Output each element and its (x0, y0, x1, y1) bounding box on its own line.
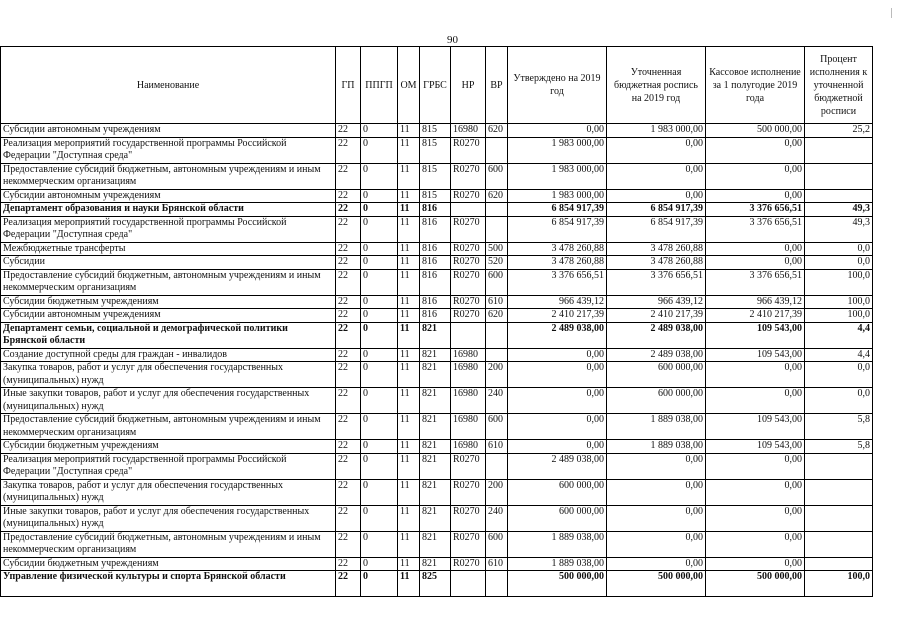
row-name-cell: Субсидии бюджетным учреждениям (1, 295, 336, 309)
table-row (1, 203, 873, 217)
row-value-cell: 0 (361, 414, 398, 440)
row-value-cell: 3 376 656,51 (706, 216, 805, 242)
row-value-cell: 0 (361, 163, 398, 189)
row-value-cell: 500 000,00 (706, 124, 805, 138)
row-name-cell: Департамент семьи, социальной и демографической политики Брянской области (1, 322, 336, 348)
row-value-cell: 0 (361, 348, 398, 362)
row-value-cell: 22 (336, 295, 361, 309)
row-value-cell: 816 (420, 242, 451, 256)
row-value-cell: 0,00 (706, 557, 805, 571)
row-value-cell (805, 453, 873, 479)
row-value-cell: 11 (398, 440, 420, 454)
row-value-cell: 100,0 (805, 295, 873, 309)
table-row (1, 348, 873, 362)
row-value-cell (805, 163, 873, 189)
table-row (1, 388, 873, 414)
row-value-cell: 0,00 (706, 242, 805, 256)
row-value-cell: R0270 (451, 531, 486, 557)
row-name-cell: Департамент образования и науки Брянской области (1, 203, 336, 217)
row-value-cell: 500 000,00 (706, 571, 805, 597)
row-name-cell: Иные закупки товаров, работ и услуг для обеспечения государственных (муниципальных) нужд (1, 388, 336, 414)
row-value-cell: 821 (420, 479, 451, 505)
row-value-cell: 22 (336, 242, 361, 256)
row-value-cell (486, 348, 508, 362)
header-cell: Процент исполнения к уточненной бюджетной росписи (805, 47, 873, 124)
row-value-cell: 6 854 917,39 (508, 203, 607, 217)
table-row (1, 440, 873, 454)
table-row (1, 216, 873, 242)
row-value-cell (805, 557, 873, 571)
row-value-cell: 100,0 (805, 269, 873, 295)
row-value-cell: R0270 (451, 242, 486, 256)
row-value-cell: 0,00 (607, 137, 706, 163)
row-value-cell: 11 (398, 256, 420, 270)
row-value-cell: 22 (336, 269, 361, 295)
row-value-cell: 0,00 (508, 440, 607, 454)
row-value-cell: 0,00 (706, 479, 805, 505)
row-value-cell: 3 376 656,51 (607, 269, 706, 295)
row-name-cell: Закупка товаров, работ и услуг для обеспечения государственных (муниципальных) нужд (1, 479, 336, 505)
row-value-cell: 22 (336, 163, 361, 189)
row-value-cell: 16980 (451, 414, 486, 440)
header-cell: ВР (486, 47, 508, 124)
row-value-cell: R0270 (451, 163, 486, 189)
row-value-cell: 22 (336, 557, 361, 571)
row-value-cell: 11 (398, 189, 420, 203)
row-value-cell: 0 (361, 295, 398, 309)
row-value-cell: 520 (486, 256, 508, 270)
row-value-cell: 11 (398, 348, 420, 362)
row-value-cell: 3 376 656,51 (706, 203, 805, 217)
row-value-cell: 500 000,00 (508, 571, 607, 597)
row-value-cell: 0,00 (607, 189, 706, 203)
table-row (1, 163, 873, 189)
row-value-cell: 815 (420, 189, 451, 203)
row-value-cell: 11 (398, 388, 420, 414)
row-value-cell: 0 (361, 531, 398, 557)
row-value-cell: 600 (486, 531, 508, 557)
header-cell: ГП (336, 47, 361, 124)
table-row (1, 505, 873, 531)
row-value-cell: 109 543,00 (706, 440, 805, 454)
row-value-cell (486, 203, 508, 217)
row-value-cell: 49,3 (805, 216, 873, 242)
row-value-cell: 966 439,12 (706, 295, 805, 309)
row-value-cell: 22 (336, 189, 361, 203)
row-value-cell: 0,00 (706, 362, 805, 388)
row-value-cell: 620 (486, 309, 508, 323)
row-value-cell: 2 489 038,00 (508, 453, 607, 479)
row-value-cell: 821 (420, 440, 451, 454)
row-value-cell: 821 (420, 348, 451, 362)
table-row (1, 531, 873, 557)
row-value-cell: R0270 (451, 479, 486, 505)
row-value-cell: 200 (486, 362, 508, 388)
row-value-cell: 11 (398, 242, 420, 256)
row-name-cell: Управление физической культуры и спорта Брянской области (1, 571, 336, 597)
row-value-cell: 11 (398, 216, 420, 242)
row-value-cell: 0,00 (607, 479, 706, 505)
row-name-cell: Реализация мероприятий государственной программы Российской Федерации "Доступная среда" (1, 216, 336, 242)
row-value-cell: 22 (336, 216, 361, 242)
row-value-cell: 0 (361, 557, 398, 571)
table-row (1, 362, 873, 388)
row-value-cell: 0,0 (805, 256, 873, 270)
row-value-cell: 240 (486, 505, 508, 531)
row-value-cell: 0,00 (607, 531, 706, 557)
row-value-cell: 22 (336, 124, 361, 138)
row-value-cell: 1 983 000,00 (508, 163, 607, 189)
row-value-cell: 0,00 (607, 505, 706, 531)
row-value-cell: 2 489 038,00 (607, 322, 706, 348)
row-value-cell: 1 889 038,00 (607, 440, 706, 454)
row-value-cell: 0,00 (706, 256, 805, 270)
row-name-cell: Межбюджетные трансферты (1, 242, 336, 256)
row-value-cell: 821 (420, 453, 451, 479)
row-value-cell: 49,3 (805, 203, 873, 217)
row-value-cell: 816 (420, 216, 451, 242)
row-value-cell: 0 (361, 309, 398, 323)
row-value-cell: 0 (361, 256, 398, 270)
row-value-cell (805, 505, 873, 531)
row-value-cell: R0270 (451, 557, 486, 571)
table-row (1, 557, 873, 571)
row-value-cell: 600 (486, 269, 508, 295)
row-value-cell: 500 000,00 (607, 571, 706, 597)
row-value-cell: 5,8 (805, 414, 873, 440)
row-value-cell: 600 (486, 163, 508, 189)
row-value-cell: 821 (420, 531, 451, 557)
row-value-cell: 0,00 (706, 505, 805, 531)
row-value-cell: 0 (361, 453, 398, 479)
row-value-cell: 0,00 (706, 531, 805, 557)
row-value-cell: 11 (398, 322, 420, 348)
row-value-cell: 11 (398, 295, 420, 309)
row-name-cell: Закупка товаров, работ и услуг для обеспечения государственных (муниципальных) нужд (1, 362, 336, 388)
row-value-cell: 22 (336, 322, 361, 348)
row-value-cell: 200 (486, 479, 508, 505)
row-name-cell: Реализация мероприятий государственной программы Российской Федерации "Доступная среда" (1, 137, 336, 163)
table-row (1, 479, 873, 505)
row-value-cell: 0,00 (706, 137, 805, 163)
row-value-cell: 22 (336, 137, 361, 163)
row-value-cell: 11 (398, 479, 420, 505)
row-value-cell: 109 543,00 (706, 322, 805, 348)
row-value-cell: 600 000,00 (508, 479, 607, 505)
row-value-cell: 0,00 (706, 163, 805, 189)
row-value-cell: 11 (398, 414, 420, 440)
row-value-cell: 0 (361, 362, 398, 388)
row-value-cell: 620 (486, 189, 508, 203)
row-value-cell: R0270 (451, 256, 486, 270)
row-value-cell: 815 (420, 163, 451, 189)
row-value-cell: 0,00 (508, 388, 607, 414)
row-value-cell: R0270 (451, 216, 486, 242)
row-value-cell: 0,00 (706, 453, 805, 479)
table-row (1, 309, 873, 323)
row-name-cell: Создание доступной среды для граждан - инвалидов (1, 348, 336, 362)
row-name-cell: Предоставление субсидий бюджетным, автономным учреждениям и иным некоммерческим организациям (1, 269, 336, 295)
row-name-cell: Субсидии бюджетным учреждениям (1, 557, 336, 571)
row-value-cell: 22 (336, 453, 361, 479)
row-value-cell: 22 (336, 388, 361, 414)
row-value-cell: 3 478 260,88 (508, 256, 607, 270)
row-value-cell: 966 439,12 (607, 295, 706, 309)
row-value-cell: 500 (486, 242, 508, 256)
header-cell: Уточненная бюджетная роспись на 2019 год (607, 47, 706, 124)
row-value-cell: 0 (361, 322, 398, 348)
row-value-cell: 0,00 (508, 362, 607, 388)
row-value-cell: 0,00 (607, 453, 706, 479)
row-value-cell: 821 (420, 362, 451, 388)
row-value-cell: 0,00 (706, 189, 805, 203)
header-cell: ОМ (398, 47, 420, 124)
row-value-cell: 0 (361, 479, 398, 505)
row-value-cell: 0,0 (805, 242, 873, 256)
row-value-cell: 16980 (451, 388, 486, 414)
row-value-cell: 11 (398, 269, 420, 295)
row-value-cell: 22 (336, 414, 361, 440)
table-row (1, 571, 873, 597)
row-value-cell: 22 (336, 348, 361, 362)
row-value-cell: 240 (486, 388, 508, 414)
table-row (1, 295, 873, 309)
row-value-cell: 0 (361, 137, 398, 163)
row-value-cell: 966 439,12 (508, 295, 607, 309)
row-value-cell: 109 543,00 (706, 414, 805, 440)
row-value-cell: 22 (336, 571, 361, 597)
row-value-cell: 0 (361, 269, 398, 295)
row-value-cell: 600 (486, 414, 508, 440)
row-value-cell: 610 (486, 557, 508, 571)
row-value-cell: 6 854 917,39 (607, 216, 706, 242)
row-value-cell: 0,00 (607, 557, 706, 571)
row-value-cell (486, 322, 508, 348)
row-value-cell: 821 (420, 414, 451, 440)
row-value-cell: R0270 (451, 189, 486, 203)
row-value-cell: 22 (336, 531, 361, 557)
row-value-cell: 22 (336, 440, 361, 454)
row-value-cell: 0,00 (508, 124, 607, 138)
row-value-cell: 11 (398, 531, 420, 557)
row-value-cell: 2 410 217,39 (706, 309, 805, 323)
row-name-cell: Предоставление субсидий бюджетным, автономным учреждениям и иным некоммерческим организациям (1, 414, 336, 440)
row-value-cell: R0270 (451, 505, 486, 531)
row-value-cell: 821 (420, 388, 451, 414)
table-body (1, 124, 873, 597)
row-value-cell: 816 (420, 256, 451, 270)
row-value-cell: 2 489 038,00 (607, 348, 706, 362)
table-row (1, 124, 873, 138)
row-value-cell: 16980 (451, 440, 486, 454)
row-value-cell: 22 (336, 256, 361, 270)
row-value-cell: 3 478 260,88 (508, 242, 607, 256)
row-value-cell (805, 137, 873, 163)
row-value-cell: R0270 (451, 453, 486, 479)
row-value-cell: 11 (398, 163, 420, 189)
row-value-cell: 11 (398, 124, 420, 138)
row-value-cell: R0270 (451, 269, 486, 295)
row-value-cell: 4,4 (805, 322, 873, 348)
row-value-cell: 0 (361, 216, 398, 242)
row-value-cell: 3 478 260,88 (607, 256, 706, 270)
row-value-cell: 6 854 917,39 (607, 203, 706, 217)
row-value-cell: 22 (336, 203, 361, 217)
row-value-cell: 1 889 038,00 (607, 414, 706, 440)
row-value-cell: 100,0 (805, 309, 873, 323)
row-value-cell: 0 (361, 124, 398, 138)
row-value-cell: 11 (398, 203, 420, 217)
row-value-cell: 16980 (451, 362, 486, 388)
table-row (1, 322, 873, 348)
row-value-cell: 3 376 656,51 (508, 269, 607, 295)
row-name-cell: Субсидии автономным учреждениям (1, 124, 336, 138)
row-value-cell: 825 (420, 571, 451, 597)
row-value-cell: 0,00 (607, 163, 706, 189)
header-cell: Утверждено на 2019 год (508, 47, 607, 124)
row-value-cell: 0 (361, 189, 398, 203)
row-value-cell (451, 203, 486, 217)
row-value-cell: 1 983 000,00 (607, 124, 706, 138)
row-value-cell: 600 000,00 (607, 388, 706, 414)
row-value-cell: 6 854 917,39 (508, 216, 607, 242)
header-cell: Кассовое исполнение за 1 полугодие 2019 года (706, 47, 805, 124)
row-value-cell: 0 (361, 242, 398, 256)
row-value-cell: 25,2 (805, 124, 873, 138)
table-row (1, 256, 873, 270)
row-value-cell: 22 (336, 362, 361, 388)
row-value-cell: 0 (361, 505, 398, 531)
row-value-cell: 815 (420, 124, 451, 138)
row-value-cell: 0,00 (508, 414, 607, 440)
row-name-cell: Субсидии (1, 256, 336, 270)
header-cell: ГРБС (420, 47, 451, 124)
row-value-cell: 2 410 217,39 (607, 309, 706, 323)
row-value-cell: 1 983 000,00 (508, 189, 607, 203)
row-name-cell: Предоставление субсидий бюджетным, автономным учреждениям и иным некоммерческим организациям (1, 531, 336, 557)
row-value-cell: 0 (361, 571, 398, 597)
row-value-cell: 11 (398, 571, 420, 597)
row-name-cell: Реализация мероприятий государственной программы Российской Федерации "Доступная среда" (1, 453, 336, 479)
row-value-cell: R0270 (451, 295, 486, 309)
row-value-cell: 620 (486, 124, 508, 138)
row-value-cell: 109 543,00 (706, 348, 805, 362)
row-value-cell: 2 489 038,00 (508, 322, 607, 348)
page-number: 90 (447, 34, 458, 46)
row-value-cell: 100,0 (805, 571, 873, 597)
row-value-cell: 0 (361, 203, 398, 217)
row-value-cell: 4,4 (805, 348, 873, 362)
row-value-cell: 610 (486, 440, 508, 454)
row-value-cell: 22 (336, 479, 361, 505)
row-value-cell (486, 571, 508, 597)
row-value-cell: 22 (336, 505, 361, 531)
row-value-cell: 816 (420, 203, 451, 217)
row-value-cell (486, 137, 508, 163)
row-value-cell: 11 (398, 505, 420, 531)
row-value-cell: 2 410 217,39 (508, 309, 607, 323)
row-value-cell: 11 (398, 557, 420, 571)
row-value-cell: 0 (361, 440, 398, 454)
row-value-cell: 821 (420, 322, 451, 348)
row-value-cell: 821 (420, 557, 451, 571)
row-value-cell (451, 571, 486, 597)
row-value-cell (805, 189, 873, 203)
row-value-cell (486, 453, 508, 479)
table-row (1, 269, 873, 295)
row-value-cell: R0270 (451, 309, 486, 323)
row-value-cell: 816 (420, 295, 451, 309)
header-row (1, 47, 873, 124)
row-name-cell: Субсидии автономным учреждениям (1, 309, 336, 323)
budget-table (0, 46, 873, 597)
row-value-cell: 816 (420, 309, 451, 323)
row-value-cell (486, 216, 508, 242)
row-value-cell: 0,00 (706, 388, 805, 414)
row-value-cell: 1 889 038,00 (508, 531, 607, 557)
row-name-cell: Предоставление субсидий бюджетным, автономным учреждениям и иным некоммерческим организациям (1, 163, 336, 189)
row-value-cell: 11 (398, 362, 420, 388)
row-value-cell (451, 322, 486, 348)
row-value-cell: 11 (398, 309, 420, 323)
row-value-cell: 5,8 (805, 440, 873, 454)
row-value-cell: 600 000,00 (607, 362, 706, 388)
header-cell: НР (451, 47, 486, 124)
table-row (1, 189, 873, 203)
row-value-cell: 0,0 (805, 388, 873, 414)
row-value-cell: R0270 (451, 137, 486, 163)
row-value-cell: 1 983 000,00 (508, 137, 607, 163)
table-row (1, 414, 873, 440)
row-value-cell: 600 000,00 (508, 505, 607, 531)
row-value-cell: 0 (361, 388, 398, 414)
row-value-cell: 11 (398, 453, 420, 479)
row-value-cell: 16980 (451, 348, 486, 362)
row-value-cell: 0,00 (508, 348, 607, 362)
row-value-cell: 815 (420, 137, 451, 163)
row-value-cell: 816 (420, 269, 451, 295)
row-value-cell: 0,0 (805, 362, 873, 388)
header-cell: Наименование (1, 47, 336, 124)
row-name-cell: Субсидии автономным учреждениям (1, 189, 336, 203)
table-row (1, 242, 873, 256)
header-cell: ППГП (361, 47, 398, 124)
row-value-cell: 3 478 260,88 (607, 242, 706, 256)
row-name-cell: Субсидии бюджетным учреждениям (1, 440, 336, 454)
row-value-cell: 22 (336, 309, 361, 323)
row-name-cell: Иные закупки товаров, работ и услуг для обеспечения государственных (муниципальных) нужд (1, 505, 336, 531)
row-value-cell: 11 (398, 137, 420, 163)
row-value-cell: 3 376 656,51 (706, 269, 805, 295)
row-value-cell: 1 889 038,00 (508, 557, 607, 571)
row-value-cell (805, 479, 873, 505)
scan-edge-mark (891, 8, 892, 18)
row-value-cell: 610 (486, 295, 508, 309)
table-row (1, 453, 873, 479)
row-value-cell (805, 531, 873, 557)
row-value-cell: 821 (420, 505, 451, 531)
table-row (1, 137, 873, 163)
row-value-cell: 16980 (451, 124, 486, 138)
